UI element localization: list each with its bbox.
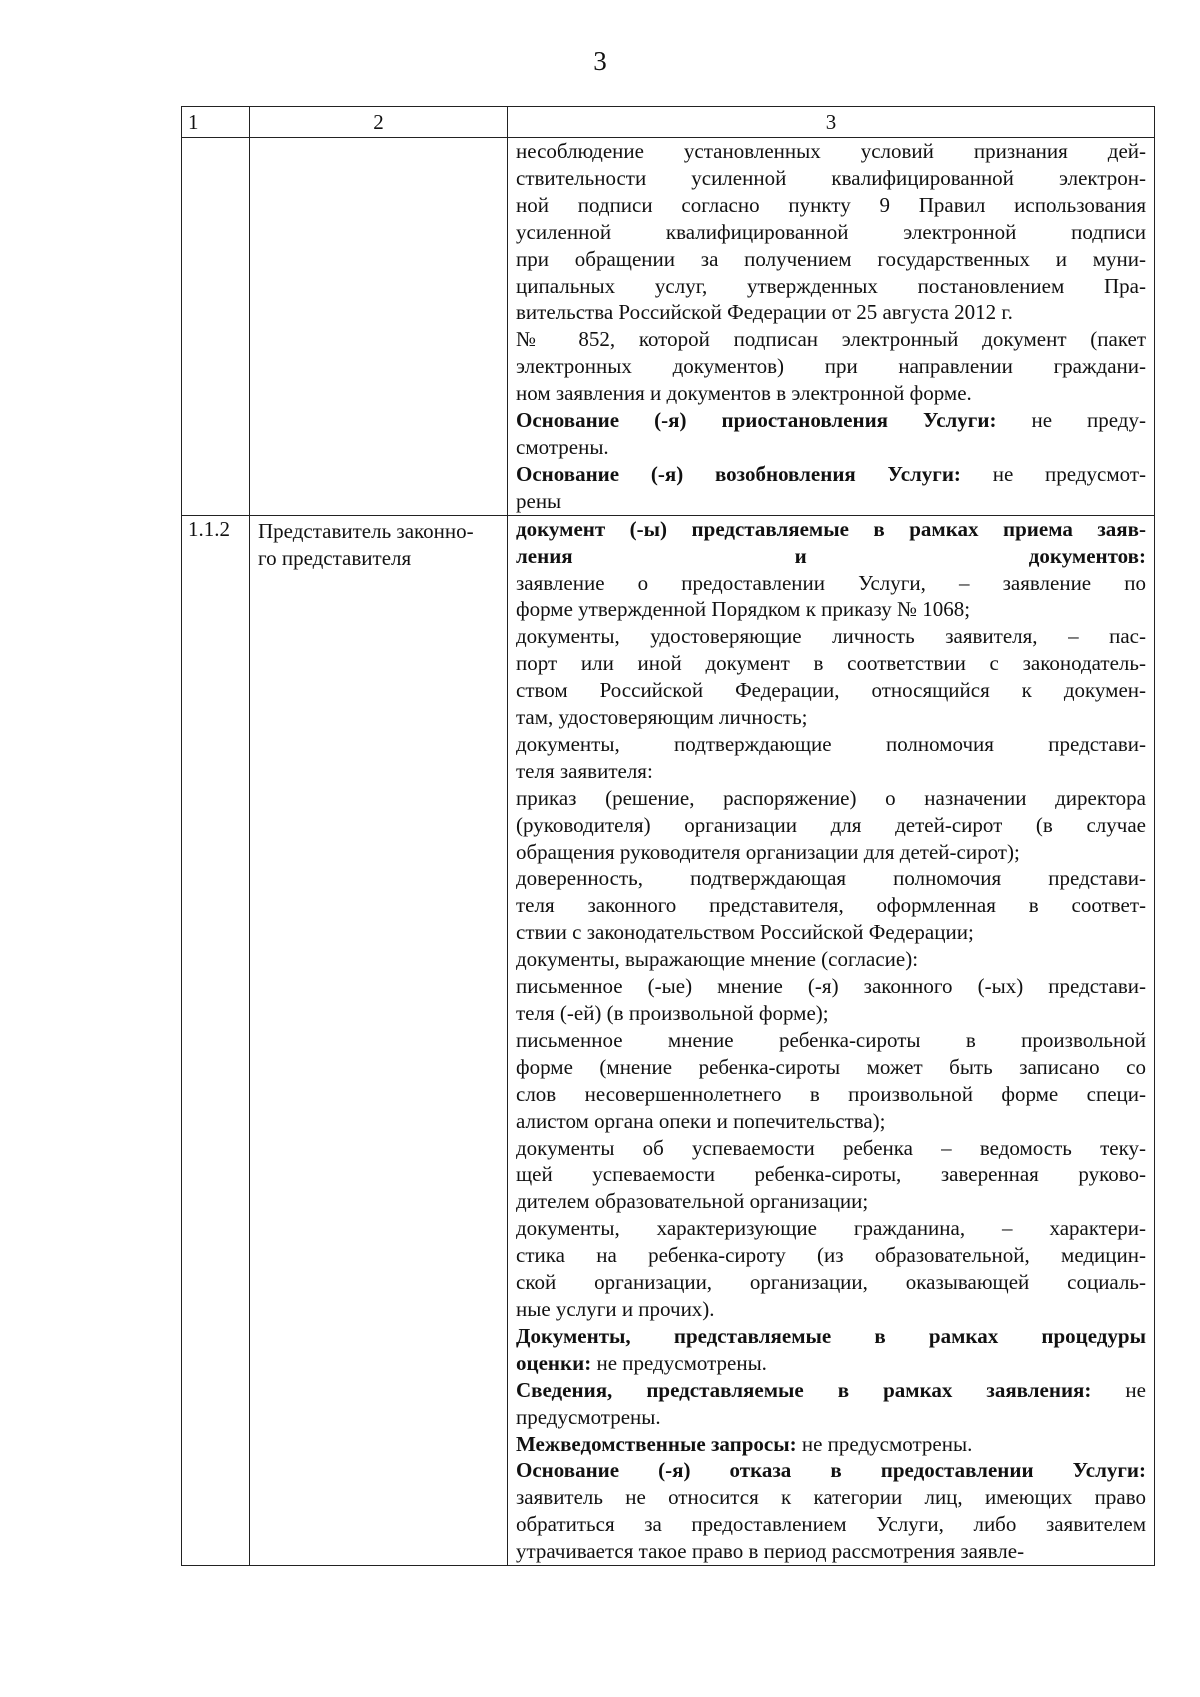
column-header-2: 2 <box>250 107 508 138</box>
content-line <box>516 1108 1146 1135</box>
content-line <box>516 1484 1146 1511</box>
content-line <box>516 219 1146 246</box>
content-line <box>516 138 1146 165</box>
row-content-cell <box>508 138 1155 516</box>
line-text: документы об успеваемости ребенка – ведомость теку- <box>516 1135 1146 1160</box>
line-text: предусмотрены. <box>516 1404 661 1429</box>
line-text: форме утвержденной Порядком к приказу № 1068; <box>516 597 971 622</box>
content-line <box>516 1323 1146 1350</box>
line-text: слов несовершеннолетнего в произвольной форме специ- <box>516 1081 1146 1106</box>
content-line <box>516 1350 1146 1377</box>
content-line <box>516 353 1146 380</box>
content-line <box>516 865 1146 892</box>
line-text: документы, выражающие мнение (согласие): <box>516 947 919 972</box>
line-text: ством Российской Федерации, относящийся к докумен- <box>516 678 1146 703</box>
line-text: не преду- <box>996 408 1146 433</box>
line-text: смотрены. <box>516 434 609 459</box>
line-text: не предусмотрены. <box>796 1431 973 1456</box>
content-line <box>516 273 1146 300</box>
content-line <box>516 812 1146 839</box>
line-text: письменное (-ые) мнение (-я) законного (-ых) представи- <box>516 974 1146 999</box>
row-number-cell <box>182 138 250 516</box>
content-line <box>516 380 1146 407</box>
line-text: теля (-ей) (в произвольной форме); <box>516 1001 829 1025</box>
content-line <box>516 758 1146 785</box>
line-text: вительства Российской Федерации от 25 августа 2012 г. <box>516 300 1013 325</box>
line-text: ном заявления и документов в электронной форме. <box>516 381 972 406</box>
content-line <box>516 1081 1146 1108</box>
line-text: утрачивается такое право в период рассмотрения заявле- <box>516 1539 1025 1564</box>
content-line <box>516 461 1146 488</box>
line-text: при обращении за получением государственных и муни- <box>516 246 1146 271</box>
content-line <box>516 946 1146 973</box>
line-text: письменное мнение ребенка-сироты в произвольной <box>516 1027 1146 1052</box>
line-text: ципальных услуг, утвержденных постановлением Пра- <box>516 273 1146 298</box>
content-line <box>516 516 1146 543</box>
category-line: Представитель законно- <box>258 518 474 543</box>
content-line <box>516 731 1146 758</box>
content-line <box>516 785 1146 812</box>
line-text: усиленной квалифицированной электронной подписи <box>516 219 1146 244</box>
row-content-cell <box>508 515 1155 1565</box>
line-text: там, удостоверяющим личность; <box>516 705 808 730</box>
content-line <box>516 434 1146 461</box>
table-row <box>182 138 1155 516</box>
content-line <box>516 1269 1146 1296</box>
content-line <box>516 623 1146 650</box>
bold-label: Основание (-я) возобновления Услуги: <box>516 461 961 486</box>
page-number: 3 <box>593 46 607 76</box>
line-text: (руководителя) организации для детей-сирот (в случае <box>516 812 1146 837</box>
line-text: стика на ребенка-сироту (из образовательной, медицин- <box>516 1243 1146 1268</box>
content-line <box>516 1431 1146 1458</box>
content-line <box>516 299 1146 326</box>
bold-label: Межведомственные запросы: <box>516 1431 797 1456</box>
content-continued <box>516 138 1146 515</box>
line-text: документы, удостоверяющие личность заявителя, – пас- <box>516 624 1146 649</box>
content-line <box>516 839 1146 866</box>
content-line <box>516 1242 1146 1269</box>
line-text: ствительности усиленной квалифицированной электрон- <box>516 165 1146 190</box>
column-header-3: 3 <box>508 107 1155 138</box>
line-text: дителем образовательной организации; <box>516 1189 869 1214</box>
line-text: доверенность, подтверждающая полномочия представи- <box>516 866 1146 891</box>
content-line <box>516 326 1146 353</box>
content-line <box>516 570 1146 597</box>
line-text: документы, характеризующие гражданина, – характери- <box>516 1216 1146 1241</box>
content-line <box>516 192 1146 219</box>
content-line <box>516 1188 1146 1215</box>
line-text: приказ (решение, распоряжение) о назначении директора <box>516 785 1146 810</box>
bold-label: Основание (-я) приостановления Услуги: <box>516 408 997 433</box>
line-text: щей успеваемости ребенка-сироты, заверенная руково- <box>516 1162 1146 1187</box>
line-text: ствии с законодательством Российской Федерации; <box>516 920 974 945</box>
content-line <box>516 1511 1146 1538</box>
line-text: алистом органа опеки и попечительства); <box>516 1108 886 1133</box>
line-text: порт или иной документ в соответствии с законодатель- <box>516 651 1146 676</box>
content-line <box>516 596 1146 623</box>
line-text: форме (мнение ребенка-сироты может быть записано со <box>516 1054 1146 1079</box>
category-line: го представителя <box>258 545 412 570</box>
content-line <box>516 1296 1146 1323</box>
line-text: обращения руководителя организации для детей-сирот); <box>516 839 1020 864</box>
content-line <box>516 1054 1146 1081</box>
content-line <box>516 1215 1146 1242</box>
content-line <box>516 1135 1146 1162</box>
content-line <box>516 1000 1146 1027</box>
line-text: несоблюдение установленных условий признания дей- <box>516 139 1146 163</box>
content-line <box>516 1161 1146 1188</box>
row-category-cell <box>250 138 508 516</box>
content-line <box>516 165 1146 192</box>
content-line <box>516 407 1146 434</box>
content-line <box>516 543 1146 570</box>
line-text: не предусмот- <box>960 461 1146 486</box>
bold-label: оценки: <box>516 1350 592 1375</box>
content-line <box>516 973 1146 1000</box>
line-text: ской организации, организации, оказывающей социаль- <box>516 1270 1146 1295</box>
content-line <box>516 1377 1146 1404</box>
column-header-1: 1 <box>182 107 250 138</box>
content-line <box>516 1538 1146 1565</box>
line-text: ные услуги и прочих). <box>516 1296 715 1321</box>
content-line <box>516 1457 1146 1484</box>
bold-label: Документы, представляемые в рамках процедуры <box>516 1323 1146 1348</box>
line-text: не <box>1091 1377 1146 1402</box>
row-number-cell: 1.1.2 <box>182 515 250 1565</box>
bold-label: Основание (-я) отказа в предоставлении Услуги: <box>516 1458 1146 1483</box>
row-category-cell <box>250 515 508 1565</box>
content-1-1-2 <box>516 516 1146 1565</box>
line-text: теля заявителя: <box>516 758 653 783</box>
line-text: рены <box>516 488 562 513</box>
content-line <box>516 919 1146 946</box>
line-text: заявитель не относится к категории лиц, имеющих право <box>516 1485 1146 1510</box>
content-line <box>516 677 1146 704</box>
line-text: электронных документов) при направлении граждани- <box>516 354 1146 379</box>
bold-label: документ (-ы) представляемые в рамках приема заяв- <box>516 516 1146 541</box>
line-text: обратиться за предоставлением Услуги, либо заявителем <box>516 1512 1146 1537</box>
content-line <box>516 892 1146 919</box>
content-line <box>516 650 1146 677</box>
content-line <box>516 704 1146 731</box>
content-line <box>516 246 1146 273</box>
line-text: № 852, которой подписан электронный документ (пакет <box>516 327 1146 352</box>
line-text: не предусмотрены. <box>591 1350 767 1375</box>
line-text: заявление о предоставлении Услуги, – заявление по <box>516 570 1146 595</box>
content-line <box>516 1027 1146 1054</box>
document-table <box>181 106 1155 1566</box>
content-line <box>516 1404 1146 1431</box>
line-text: документы, подтверждающие полномочия представи- <box>516 731 1146 756</box>
table-row <box>182 515 1155 1565</box>
content-line <box>516 488 1146 515</box>
bold-label: Сведения, представляемые в рамках заявления: <box>516 1377 1092 1402</box>
table-header-row <box>182 107 1155 138</box>
bold-label: ления и документов: <box>516 543 1146 568</box>
line-text: ной подписи согласно пункту 9 Правил использования <box>516 192 1146 217</box>
line-text: теля законного представителя, оформленная в соответ- <box>516 893 1146 918</box>
